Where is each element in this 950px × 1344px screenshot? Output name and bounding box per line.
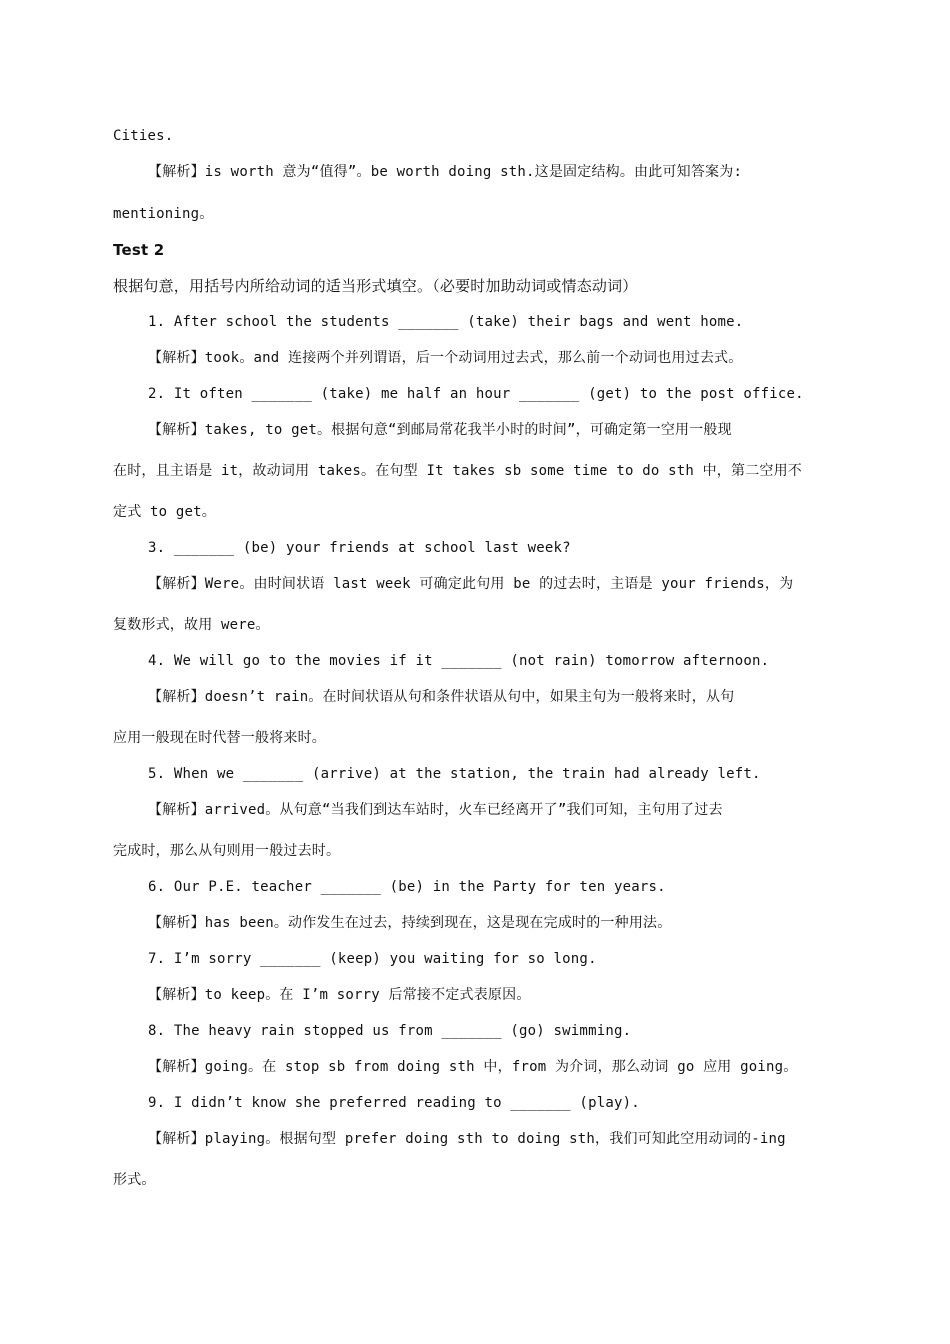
answer-8: 【解析】going。在 stop sb from doing sth 中，from 为介词，那么动词 go 应用 going。	[148, 1059, 798, 1075]
question-9: 9. I didn’t know she preferred reading to _______ (play).	[148, 1095, 640, 1111]
answer-4: 【解析】doesn’t rain。在时间状语从句和条件状语从句中，如果主句为一般将来时，从句	[148, 689, 735, 705]
question-7: 7. I’m sorry _______ (keep) you waiting for so long.	[148, 951, 597, 967]
answer-9-cont: 形式。	[113, 1172, 156, 1188]
answer-9: 【解析】playing。根据句型 prefer doing sth to doing sth，我们可知此空用动词的-ing	[148, 1131, 786, 1147]
answer-2-cont-2: 定式 to get。	[113, 504, 217, 520]
answer-3-cont: 复数形式，故用 were。	[113, 617, 270, 633]
answer-3: 【解析】Were。由时间状语 last week 可确定此句用 be 的过去时，主语是 your friends，为	[148, 576, 794, 592]
question-1: 1. After school the students _______ (take) their bags and went home.	[148, 314, 744, 330]
question-2: 2. It often _______ (take) me half an hour _______ (get) to the post office.	[148, 386, 804, 402]
answer-6: 【解析】has been。动作发生在过去，持续到现在，这是现在完成时的一种用法。	[148, 915, 672, 931]
analysis-intro-cont: mentioning。	[113, 206, 214, 222]
answer-5: 【解析】arrived。从句意“当我们到达车站时，火车已经离开了”我们可知，主句用了过去	[148, 802, 723, 818]
section-title: Test 2	[113, 241, 165, 259]
answer-7: 【解析】to keep。在 I’m sorry 后常接不定式表原因。	[148, 987, 531, 1003]
question-8: 8. The heavy rain stopped us from _______ (go) swimming.	[148, 1023, 632, 1039]
question-4: 4. We will go to the movies if it _______ (not rain) tomorrow afternoon.	[148, 653, 770, 669]
question-5: 5. When we _______ (arrive) at the station, the train had already left.	[148, 766, 761, 782]
instructions: 根据句意，用括号内所给动词的适当形式填空。（必要时加助动词或情态动词）	[113, 277, 638, 295]
answer-5-cont: 完成时，那么从句则用一般过去时。	[113, 843, 341, 859]
answer-2: 【解析】takes, to get。根据句意“到邮局常花我半小时的时间”，可确定第一空用一般现	[148, 422, 732, 438]
question-6: 6. Our P.E. teacher _______ (be) in the Party for ten years.	[148, 879, 666, 895]
answer-4-cont: 应用一般现在时代替一般将来时。	[113, 730, 326, 746]
analysis-intro: 【解析】is worth 意为“值得”。be worth doing sth.这是固定结构。由此可知答案为:	[148, 164, 743, 180]
continuation-text: Cities.	[113, 128, 174, 144]
answer-2-cont-1: 在时，且主语是 it，故动词用 takes。在句型 It takes sb some time to do sth 中，第二空用不	[113, 463, 803, 479]
question-3: 3. _______ (be) your friends at school last week?	[148, 540, 571, 556]
answer-1: 【解析】took。and 连接两个并列谓语，后一个动词用过去式，那么前一个动词也用过去式。	[148, 350, 743, 366]
